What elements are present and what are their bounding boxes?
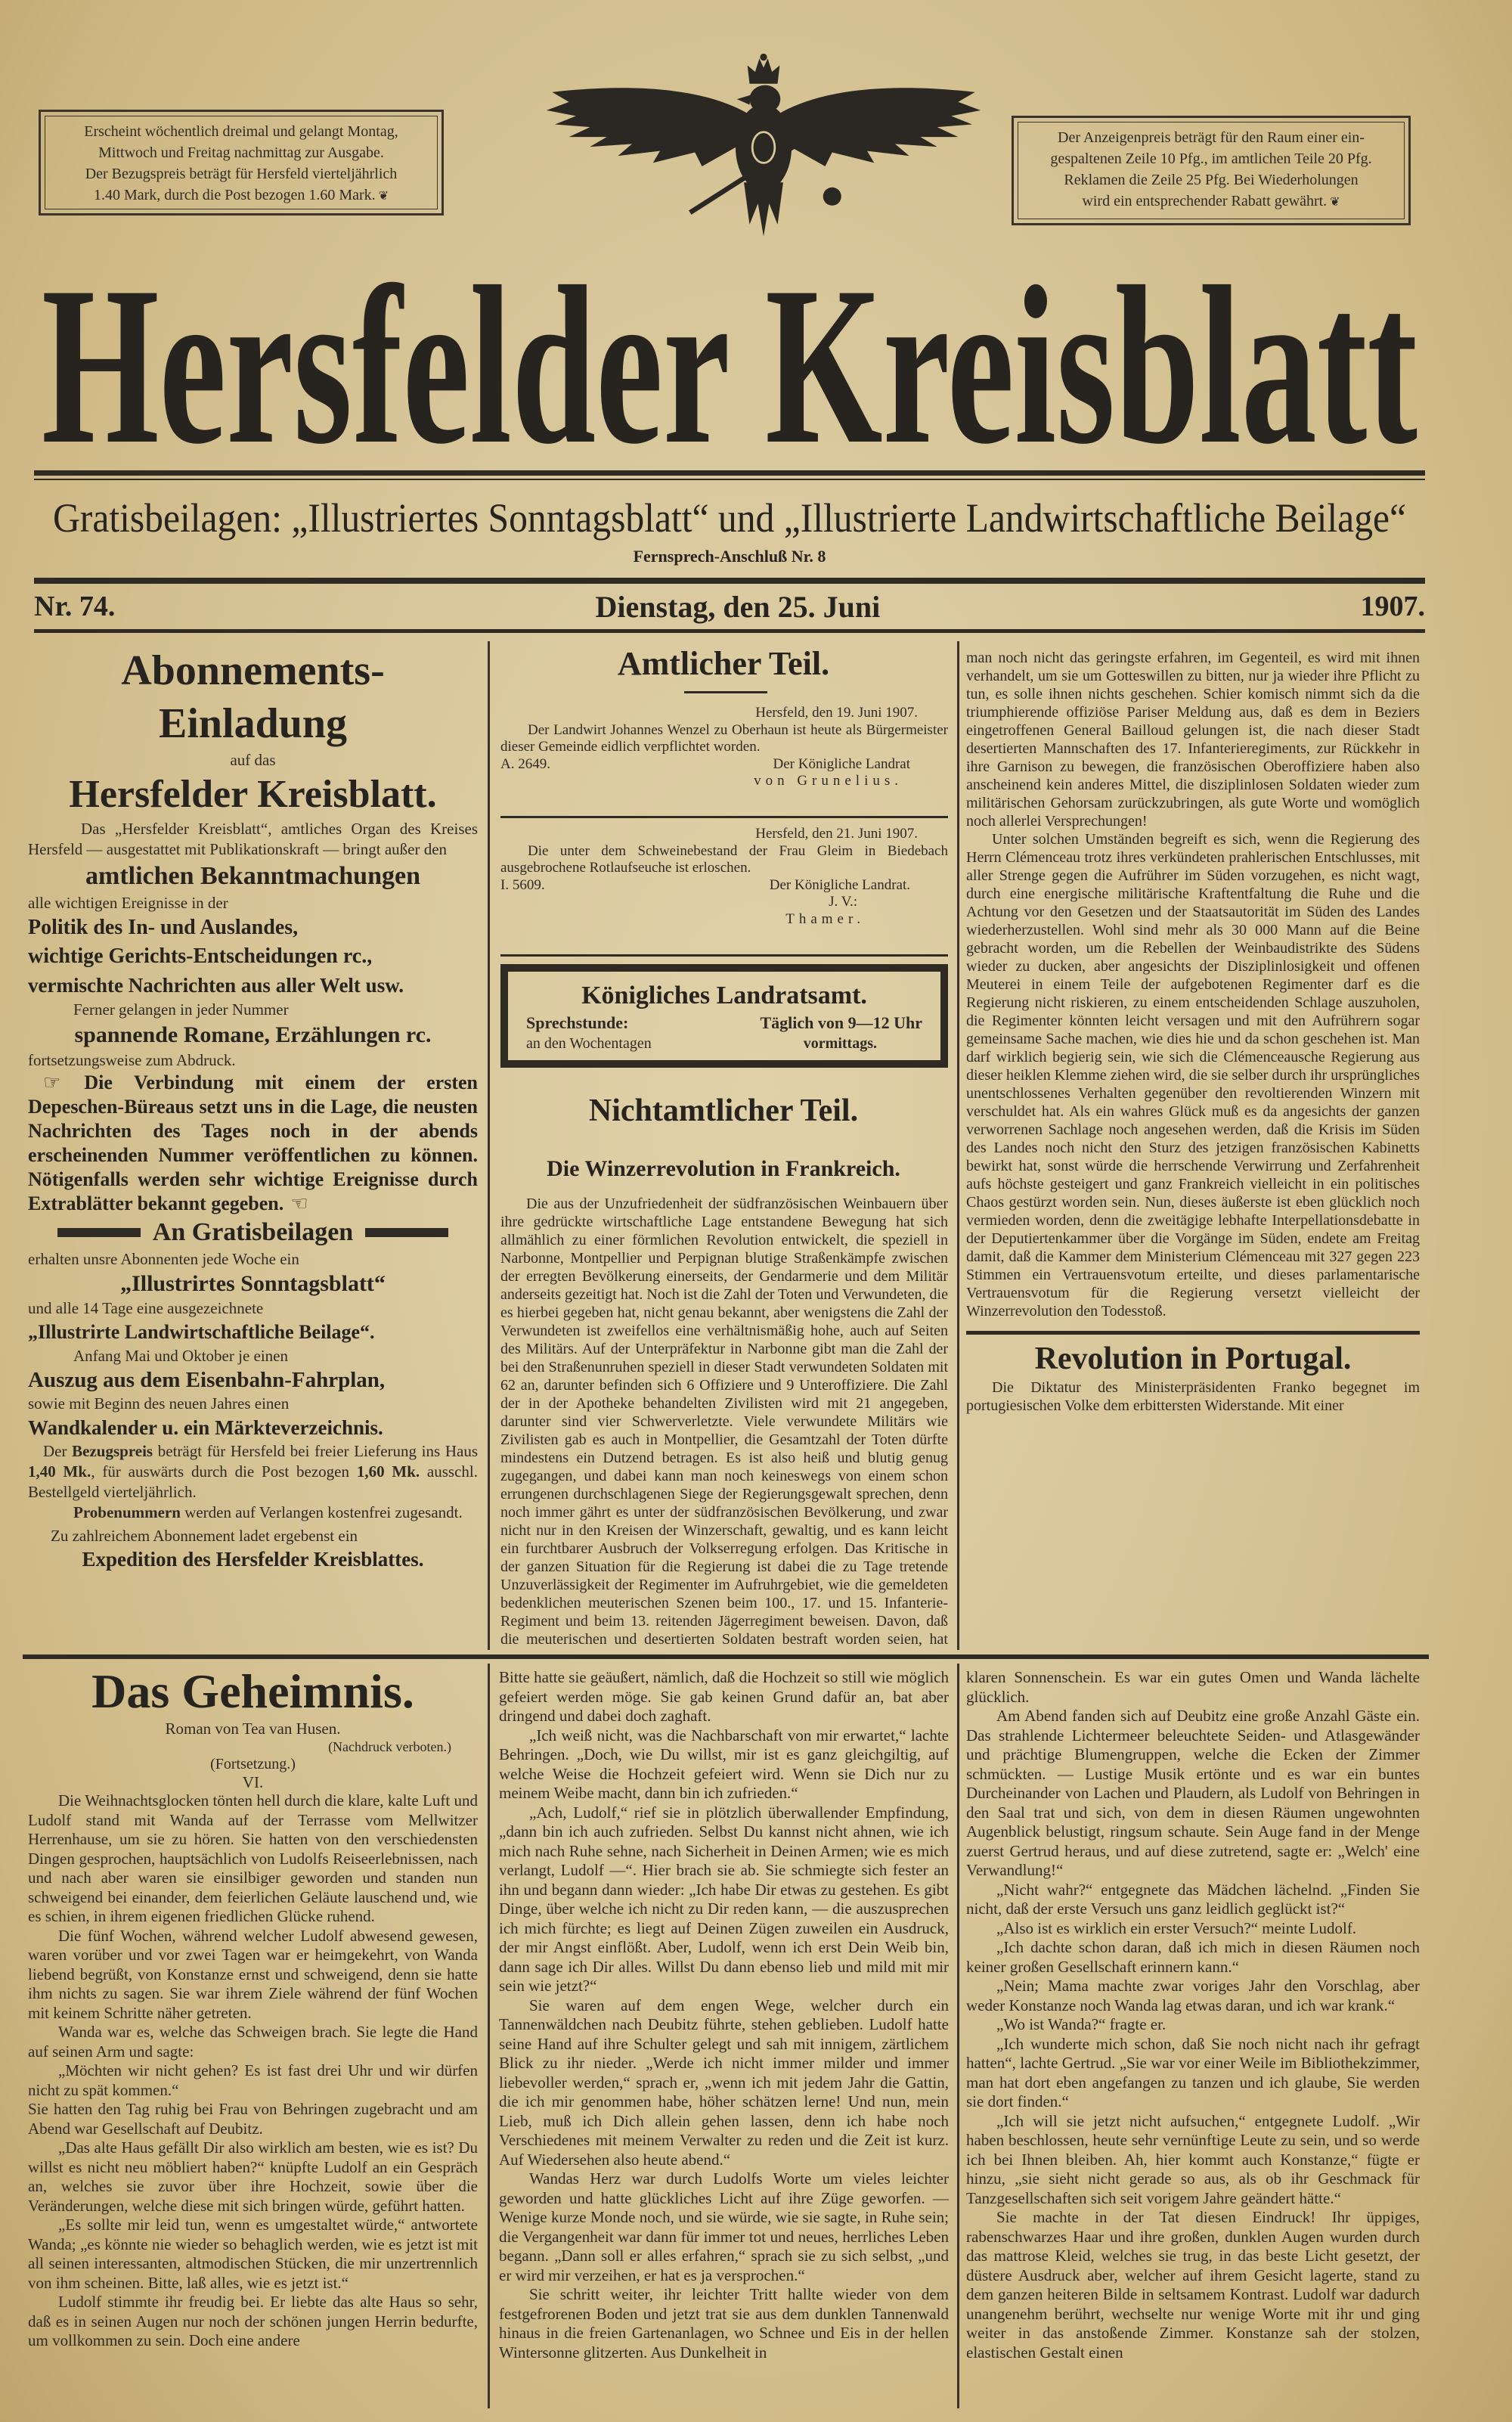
invitation-text: sowie mit Beginn des neuen Jahres einen bbox=[28, 1394, 290, 1413]
novel-paragraph: „Also ist es wirklich ein erster Versuch?“ meinte Ludolf. bbox=[996, 1918, 1357, 1937]
notice-signatory: von Grunelius. bbox=[754, 773, 903, 789]
office-hours: Täglich von 9—12 Uhr bbox=[760, 1013, 922, 1032]
novel-column bbox=[966, 1668, 1420, 2362]
text-part: beträgt für Hersfeld bei freier Lieferung ins Haus bbox=[153, 1442, 478, 1460]
office-title: Königliches Landratsamt. bbox=[581, 982, 867, 1009]
official-notice bbox=[500, 705, 948, 790]
novel-paragraph: „Ich wunderte mich schon, daß Sie noch nicht nach ihr gefragt hatten“, lachte Gertrud. „Sie war vor einer Weile im Bibliothekzimmer, man hat dort eben angefangen zu tanzen und ich glaube, Sie werden sie dort finden.“ bbox=[966, 2034, 1420, 2110]
office-days: an den Wochentagen bbox=[526, 1035, 652, 1052]
invitation-text: Ferner gelangen in jeder Nummer bbox=[73, 1000, 289, 1019]
telephone-line: Fernsprech-Anschluß Nr. 8 bbox=[633, 547, 826, 566]
invitation-text: fortsetzungsweise zum Abdruck. bbox=[28, 1051, 236, 1069]
district-office-hours-box bbox=[500, 964, 948, 1068]
novel-paragraph: Wandas Herz war durch Ludolfs Worte um vieles leichter geworden und hatte glückliches Licht auf ihre Züge geworfen. — Wenige kurze Monde noch, und sie würde, wie sie sagte, in Ruhe sein; die Vergangenheit war dann für immer tot und neues, herrliches Leben begann. „Dann soll er alles erfahren,“ sprach sie zu sich selbst, „und er wird mir verzeihen, er hat es ja versprochen.“ bbox=[499, 2169, 949, 2284]
ad-rate-line: Reklamen die Zeile 25 Pfg. Bei Wiederholungen bbox=[1064, 172, 1359, 188]
novel-paragraph: Am Abend fanden sich auf Deubitz eine große Anzahl Gäste ein. Das strahlende Lichtermeer beleuchtete Seiden- und Atlasgewänder und prächtige Blumengruppen, welche die Ecken der Zimmer schmückten. — Lustige Musik ertönte und es war ein buntes Durcheinander von Lachen und Plaudern, als Ludolf von Behringen in den Saal trat und sich, von dem in diesen Räumen ungewohnten Augenblick belustigt, ringsum schaute. Sein Auge fand in der Menge zuerst Gertrud heraus, und auf diese zutretend, sagte er: „Welch' eine Verwandlung!“ bbox=[966, 1707, 1420, 1879]
novel-paragraph: „Möchten wir nicht gehen? Es ist fast drei Uhr und wir dürfen nicht zu spät kommen.“ bbox=[28, 2061, 478, 2099]
column-divider bbox=[488, 641, 490, 1650]
divider bbox=[500, 954, 948, 957]
novel-paragraph: „Ich dachte schon daran, daß ich mich in diesen Räumen noch keiner großen Gesellschaft erinnern kann.“ bbox=[966, 1938, 1420, 1976]
text-part: ausschl. Bestellgeld vierteljährlich. bbox=[28, 1462, 479, 1501]
column-divider bbox=[957, 1664, 959, 2408]
news-service-notice bbox=[28, 1071, 478, 1216]
issue-bar bbox=[34, 588, 1425, 625]
novel-paragraph: „Nein; Mama machte zwar voriges Jahr den Vorschlag, aber weder Konstanze noch Wanda lag etwas daran, und ich war krank.“ bbox=[966, 1977, 1420, 2014]
notice-signatory-title: Der Königliche Landrat. bbox=[769, 876, 910, 893]
continuation-notice: (Fortsetzung.) bbox=[210, 1756, 296, 1772]
novel-paragraph: Die Weihnachtsglocken tönten hell durch die klare, kalte Luft und Ludolf stand mit Wanda auf der Terrasse vom Mellwitzer Herrenhause, um sie zu hören. Sie hatten von den verschiedensten Dingen gesprochen, hauptsächlich von Ludolfs Reiseerlebnissen, nach und nach aber waren sie einsilbiger geworden und standen nun schweigend bei einander, dem feierlichen Geläute lauschend und, wie es schien, in ihrem eigenen friedlichen Glücke ruhend. bbox=[28, 1791, 478, 1925]
eagle-crest-icon bbox=[522, 53, 1005, 242]
masthead-title-wrap bbox=[34, 243, 1425, 467]
novel-paragraph: klaren Sonnenschein. Es war ein gutes Omen und Wanda lächelte glücklich. bbox=[966, 1668, 1420, 1706]
article-title: Die Winzerrevolution in Frankreich. bbox=[547, 1156, 900, 1181]
subscription-line: Erscheint wöchentlich dreimal und gelangt Montag, bbox=[84, 123, 398, 140]
article-paragraph: Die aus der Unzufriedenheit der südfranzösischen Weinbauern über ihre gedrückte wirtschaftliche Lage entstandene Bewegung hat sich allmählich zu einer förmlichen Revolution entwickelt, die speziell in Narbonne, Montpellier und Perpignan blutige Straßenkämpfe zwischen der erregten Bevölkerung einerseits, der Gendarmerie und dem Militär anderseits gezeitigt hat. Noch ist die Zahl der Toten und Verwundeten, die es hierbei gegeben hat, nicht genau bekannt, aber wenigstens die Zahl der Verwundeten ist zweifellos eine verhältnismäßig hohe, auch auf Seiten des Militärs. Auf der Unterpräfektur in Narbonne gibt man die Zahl der bei den Straßenunruhen speziell in dieser Stadt verwundeten Soldaten mit 62 an, darunter befinden sich 6 Offiziere und 9 Unteroffiziere. Die Zahl der in der Apotheke behandelten Zivilisten wird mit 21 angegeben, darunter sind vier Schwerverletzte. Viele verwundete Militärs wie Zivilisten gab es auch in Montpellier, die Gesamtzahl der Toten dürfte mindestens ein Dutzend betragen. Es ist also heiß und blutig genug zugegangen, und dabei kann man noch keineswegs von einem schon errungenen durchschlagenen Siege der Regierungsgewalt sprechen, denn noch immer gährt es unter der südfranzösischen Bevölkerung, und zwar nicht nur in den Kreisen der Winzerschaft, gewaltig, und es kann leicht ein furchtbarer Ausbruch der Volkserregung erfolgen. Das Kritische in der ganzen Situation für die Regierung ist dabei die zu Tage tretende Unzuverlässigkeit der Regimenter im Aufruhrgebiet, wie die gemeldeten bedenklichen meuterischen Szenen beim 100., 17. und 15. Infanterie-Regiment und beim 13. reitenden Jägerregiment beweisen. Davon, daß die meuterischen und desertierten Soldaten bestraft worden seien, hat bbox=[500, 1195, 948, 1648]
subscription-invitation bbox=[28, 644, 478, 1572]
divider bbox=[34, 470, 1425, 476]
notice-reference: I. 5609. bbox=[500, 876, 545, 893]
text-part: Probenummern bbox=[73, 1503, 181, 1521]
divider bbox=[500, 816, 948, 818]
notice-text: Die unter dem Schweinebestand der Frau Gleim in Biedebach ausgebrochene Rotlaufseuche ist erloschen. bbox=[500, 842, 948, 876]
invitation-sub: auf das bbox=[230, 751, 276, 769]
novel-paragraph: „Ich weiß nicht, was die Nachbarschaft von mir erwartet,“ lachte Behringen. „Doch, wie Du willst, mir ist es ganz gleichgiltig, auf welche Weise die Hochzeit gefeiert wird. Wenn sie Dich nur zu meinem Weibe macht, dann bin ich zufrieden.“ bbox=[499, 1726, 949, 1802]
pointing-hand-icon: ☜ bbox=[284, 1192, 308, 1215]
invitation-highlight: spannende Romane, Erzählungen rc. bbox=[74, 1022, 432, 1047]
novel-paragraph: Wanda war es, welche das Schweigen brach. Sie legte die Hand auf seinen Arm und sagte: bbox=[28, 2023, 478, 2061]
article-paragraph: Die Diktatur des Ministerpräsidenten Franko begegnet im portugiesischen Volke dem erbittersten Widerstande. Mit einer bbox=[966, 1379, 1420, 1414]
novel-paragraph: „Nicht wahr?“ entgegnete das Mädchen lächelnd. „Finden Sie nicht, daß der erste Versuch uns ganz leidlich geglückt ist?“ bbox=[966, 1880, 1420, 1918]
novel-column bbox=[499, 1668, 949, 2362]
novel-title: Das Geheimnis. bbox=[91, 1664, 414, 1718]
invitation-intro: Das „Hersfelder Kreisblatt“, amtliches Organ des Kreises Hersfeld — ausgestattet mit Publikationskraft — bringt außer den bbox=[28, 820, 478, 858]
divider bbox=[966, 1331, 1420, 1335]
novel-paragraph: „Es sollte mir leid tun, wenn es umgestaltet würde,“ antwortete Wanda; „es könnte nie wieder so behaglich werden, wie es jetzt ist mit all seinen interessanten, altmodischen Stücken, die mir unzertrennlich von ihm scheinen. Bitte, laß alles, wie es jetzt ist.“ bbox=[28, 2216, 478, 2292]
text-part: 1,60 Mk. bbox=[356, 1462, 420, 1481]
article-paragraph-continued: man noch nicht das geringste erfahren, im Gegenteil, es wird mit ihnen verhandelt, um sie um Gotteswillen zu bitten, nur ja wieder ihre Pflicht zu tun, es solle ihnen nichts geschehen. Schier komisch nimmt sich da die triumphierende offiziöse Pariser Meldung aus, daß es dem in Beziers eingetroffenen General Bailloud gelungen ist, die nach dieser Stadt desertierten Mannschaften des 17. Infanterieregiments, zur Rückkehr in ihre Garnison zu bewegen, die französischen Oberoffiziere haben also anscheinend kein anderes Mittel, die disziplinlosen Soldaten wieder zum militärischen Gehorsam zurückzubringen, als gute Worte und womöglich noch allerlei Versprechungen! bbox=[966, 650, 1420, 830]
article-body bbox=[500, 1195, 948, 1648]
subscription-price-text bbox=[28, 1441, 478, 1503]
sample-copies-text bbox=[28, 1503, 478, 1523]
novel-paragraph: Sie hatten den Tag ruhig bei Frau von Behringen zugebracht und am Abend war Gesellschaft auf Deubitz. bbox=[28, 2100, 478, 2138]
invitation-paper-name: Hersfelder Kreisblatt. bbox=[69, 773, 437, 816]
subscription-info-box bbox=[39, 110, 444, 216]
publisher-signature: Expedition des Hersfelder Kreisblattes. bbox=[82, 1548, 424, 1571]
official-notice bbox=[500, 826, 948, 928]
invitation-highlight: wichtige Gerichts-Entscheidungen rc., bbox=[28, 944, 373, 968]
notice-dateline: Hersfeld, den 19. Juni 1907. bbox=[755, 705, 918, 721]
news-service-text: Die Verbindung mit einem der ersten Depeschen-Büreaus setzt uns in die Lage, die neusten Nachrichten des Tages noch in der abends erscheinenden Nummer veröffentlichen zu können. Nötigenfalls werden sehr wichtige Ereignisse durch Extrablätter bekannt gegeben. bbox=[28, 1071, 478, 1214]
column-divider bbox=[488, 1664, 490, 2408]
ad-rate-line: gespaltenen Zeile 10 Pfg., im amtlichen Teile 20 Pfg. bbox=[1050, 150, 1372, 167]
text-part: werden auf Verlangen kostenfrei zugesandt. bbox=[180, 1503, 463, 1521]
subscription-line: Der Bezugspreis beträgt für Hersfeld vierteljährlich bbox=[85, 166, 398, 182]
supplements-wrap bbox=[34, 496, 1425, 541]
invitation-text: Zu zahlreichem Abonnement ladet ergebenst ein bbox=[51, 1527, 358, 1545]
ad-rate-line: Der Anzeigenpreis beträgt für den Raum einer ein- bbox=[1058, 129, 1365, 146]
chapter-number: VI. bbox=[242, 1773, 264, 1791]
invitation-title: Abonnements-Einladung bbox=[121, 647, 385, 747]
notice-signatory-deputy: J. V.: bbox=[829, 894, 857, 910]
novel-byline: Roman von Tea van Husen. bbox=[165, 1720, 341, 1738]
notice-reference: A. 2649. bbox=[500, 755, 550, 772]
invitation-text: Anfang Mai und Oktober je einen bbox=[73, 1347, 289, 1365]
issue-year: 1907. bbox=[1360, 591, 1425, 622]
invitation-highlight: Wandkalender u. ein Märkteverzeichnis. bbox=[28, 1416, 383, 1439]
supplements-line: Gratisbeilagen: „Illustriertes Sonntagsblatt“ und „Illustrierte Landwirtschaftliche Beilage“ bbox=[53, 496, 1406, 541]
novel-paragraph: Sie machte in der Tat diesen Eindruck! Ihr üppiges, rabenschwarzes Haar und ihre großen, dunklen Augen wurden durch das mattrose Kleid, welches sie trug, in das beste Licht gesetzt, der düstere Ausdruck aber, welcher auf ihrem Gesicht lagerte, stand zu dem ganzen heiteren Bilde in seltsamem Kontrast. Ludolf war dadurch unangenehm berührt, wechselte nur wenige Worte mit ihr und ging weiter in das anstoßende Zimmer. Konstanze sah der stolzen, elastischen Gestalt einen bbox=[966, 2208, 1420, 2362]
pointing-hand-icon: ☞ bbox=[43, 1071, 85, 1094]
novel-paragraph: Ludolf stimmte ihr freudig bei. Er liebte das alte Haus so sehr, daß es in seinen Augen nur noch der schönen jungen Herrin bedurfte, um vollkommen zu sein. Doch eine andere bbox=[28, 2293, 478, 2349]
novel-column bbox=[28, 1664, 478, 2351]
article-title: Revolution in Portugal. bbox=[1034, 1341, 1352, 1376]
divider bbox=[34, 578, 1425, 584]
newspaper-title: Hersfelder Kreisblatt bbox=[42, 243, 1420, 467]
invitation-highlight: „Illustrirte Landwirtschaftliche Beilage“. bbox=[28, 1321, 375, 1343]
invitation-highlight: amtlichen Bekanntmachungen bbox=[85, 862, 420, 890]
divider bbox=[34, 629, 1425, 633]
notice-text: Der Landwirt Johannes Wenzel zu Oberhaun ist heute als Bürgermeister dieser Gemeinde eidlich verpflichtet worden. bbox=[500, 721, 948, 755]
text-part: Der bbox=[43, 1442, 73, 1460]
text-part: 1,40 Mk. bbox=[28, 1462, 91, 1481]
invitation-text: alle wichtigen Ereignisse in der bbox=[28, 894, 228, 912]
office-hours-label: Sprechstunde: bbox=[526, 1013, 629, 1032]
novel-paragraph: „Das alte Haus gefällt Dir also wirklich am besten, wie es ist? Du willst es nicht neu möbliert haben?“ knüpfte Ludolf an ein Gespräch an, welches sie zuvor über ihre Hochzeit, sowie über die Veränderungen, welche diese mit sich bringen würde, geführt hatten. bbox=[28, 2138, 478, 2215]
ad-rate-line: wird ein entsprechender Rabatt gewährt. ❦ bbox=[1026, 191, 1396, 213]
unofficial-section-heading: Nichtamtlicher Teil. bbox=[588, 1093, 859, 1128]
invitation-text: und alle 14 Tage eine ausgezeichnete bbox=[28, 1299, 264, 1317]
novel-paragraph: Sie waren auf dem engen Wege, welcher durch ein Tannenwäldchen nach Deubitz führte, stehen geblieben. Ludolf hatte seine Hand auf ihre Schulter gelegt und sah mit innigem, zärtlichem Blick zu ihr nieder. „Werde ich nicht immer milder und immer liebevoller werden,“ sprach er, „wenn ich mit jedem Jahr die Gattin, die ich mir genommen habe, höher schätzen lerne! Und nun, mein Lieb, muß ich Dich allein gehen lassen, denn ich habe noch Verschiedenes mit meinem Verwalter zu reden und die Zeit ist kurz. Auf Wiedersehen also heute abend.“ bbox=[499, 1996, 949, 2169]
decorative-bar bbox=[365, 1228, 448, 1237]
divider bbox=[34, 479, 1425, 480]
column-divider bbox=[957, 641, 959, 1650]
issue-number: Nr. 74. bbox=[34, 591, 116, 622]
novel-paragraph: „Wo ist Wanda?“ fragte er. bbox=[996, 2015, 1167, 2033]
office-time: vormittags. bbox=[803, 1035, 877, 1052]
official-section-heading: Amtlicher Teil. bbox=[617, 645, 830, 682]
invitation-highlight: vermischte Nachrichten aus aller Welt usw. bbox=[28, 974, 404, 997]
novel-paragraph: „Ich will sie jetzt nicht aufsuchen,“ entgegnete Ludolf. „Wir haben beschlossen, heute sehr vernünftige Leute zu sein, und so werde ich bei Ihnen bleiben. Ah, hier kommt auch Konstanze,“ fügte er hinzu, „sie sieht nicht gerade so aus, als ob ihr Geschmack für Tanzgesellschaften sich seit vorigem Jahre geändert hätte.“ bbox=[966, 2111, 1420, 2207]
issue-date: Dienstag, den 25. Juni bbox=[595, 589, 881, 624]
notice-signatory-title: Der Königliche Landrat bbox=[773, 755, 910, 772]
notice-dateline: Hersfeld, den 21. Juni 1907. bbox=[755, 826, 918, 842]
divider bbox=[23, 1654, 1429, 1659]
invitation-highlight: Politik des In- und Auslandes, bbox=[28, 916, 299, 939]
reprint-notice: (Nachdruck verboten.) bbox=[328, 1739, 451, 1754]
novel-paragraph: Die fünf Wochen, während welcher Ludolf abwesend gewesen, waren vorüber und vor zwei Tagen war er heimgekehrt, von Wanda liebend begrüßt, von Konstanze ernst und schweigend, denn sie hatte ihm nichts zu sagen. Sie war ihrem Ziele während der fünf Wochen mit keinem Schritte näher getreten. bbox=[28, 1926, 478, 2022]
invitation-highlight: Auszug aus dem Eisenbahn-Fahrplan, bbox=[28, 1368, 386, 1392]
supplements-heading bbox=[28, 1216, 478, 1249]
supplements-heading-text: An Gratisbeilagen bbox=[152, 1218, 354, 1246]
invitation-highlight: „Illustrirtes Sonntagsblatt“ bbox=[120, 1271, 386, 1296]
decorative-bar bbox=[57, 1228, 141, 1237]
subscription-line: Mittwoch und Freitag nachmittag zur Ausgabe. bbox=[98, 144, 384, 161]
subscription-line: 1.40 Mark, durch die Post bezogen 1.60 Mark. ❦ bbox=[53, 185, 429, 207]
text-part: Bezugspreis bbox=[72, 1442, 153, 1460]
article-paragraph: Unter solchen Umständen begreift es sich, wenn die Regierung des Herrn Clémenceau trotz ihres verkündeten prahlerischen Entschlusses, mit aller Strenge gegen die Aufrührer im Süden vorzugehen, es nicht wagt, durch eine energische militärische Kraftentfaltung die Ruhe und die Achtung vor den Gesetzen und der Staatsautorität im Süden des Landes wiederherzustellen. Wohl sind mehr als 30 000 Mann auf die Beine gebracht worden, um die Rebellen der Weinbaudistrikte des Südens wieder zu ducken, aber angesichts der Disziplinlosigkeit und offenen Meuterei in einem Teile der aufgebotenen Regimenter darf es die Regierung nicht riskieren, zu einem entscheidenden Schlage auszuholen, die Regimenter könnten leicht versagen und mit den Aufrührern sogar gemeinsame Sache machen, wie dies hie und da schon geschehen ist. Man darf wirklich begierig sein, wie sich die Clémenceausche Regierung aus dieser heiklen Klemme ziehen wird, die sie selber durch ihr ursprüngliches unentschlossenes Verhalten gegenüber den revoltierenden Winzern mit verschuldet hat. Als ein wahres Glück muß es da angesichts der ganzen verworrenen Sachlage noch angesehen werden, daß die Krisis im Süden des Landes noch nicht den Sturz des jetzigen französischen Kabinetts bewirkt hat, sonst würde die herrschende Verwirrung und Zerfahrenheit aufs höchste gesteigert und ganz Frankreich vielleicht in ein politisches Chaos gestürzt worden sein. Nun, dieses äußerste ist eben glücklich noch vermieden worden, denn die zweitägige lebhafte Interpellationsdebatte in der Deputiertenkammer über die Vorgänge im Süden, endete am Freitag damit, daß die Kammer dem Ministerium Clémenceau mit 327 gegen 223 Stimmen ein Vertrauensvotum erteilte, und dieses parlamentarische Vertrauensvotum für die Regierung versetzt vielleicht der Winzerrevolution den Todesstoß. bbox=[966, 831, 1420, 1320]
text-part: , für auswärts durch die Post bezogen bbox=[91, 1462, 357, 1481]
invitation-text: erhalten unsre Abonnenten jede Woche ein bbox=[28, 1250, 299, 1268]
article-body-continued bbox=[966, 649, 1420, 1415]
notice-signatory: Thamer. bbox=[785, 910, 865, 927]
divider bbox=[684, 691, 767, 693]
novel-paragraph: Bitte hatte sie geäußert, nämlich, daß die Hochzeit so still wie möglich gefeiert werden möge. Sie gab keinen Grund dafür an, bat aber dringend und dabei doch zaghaft. bbox=[499, 1668, 949, 1725]
novel-paragraph: Sie schritt weiter, ihr leichter Tritt hallte wieder von dem festgefrorenen Boden und jetzt trat sie aus dem dunklen Tannenwald hinaus in die freien Gartenanlagen, wo Schnee und Eis in der hellen Wintersonne glitzerten. Aus Dunkelheit in bbox=[499, 2285, 949, 2362]
advertising-rates-box bbox=[1012, 116, 1411, 225]
novel-paragraph: „Ach, Ludolf,“ rief sie in plötzlich überwallender Empfindung, „dann bin ich auch zufrieden. Selbst Du kannst nicht ahnen, wie ich mich nach Ruhe sehne, nach Sicherheit in Deinen Armen; wie es mich verlangt, Ludolf —“. Hier brach sie ab. Sie schmiegte sich fester an ihn und begann dann wieder: „Ich habe Dir etwas zu gestehen. Es gibt Dinge, über welche ich nicht zu Dir reden kann, — die auszusprechen ich mich fürchte; es liegt auf Deinen Zügen zuweilen ein Ausdruck, der mir Angst einflößt. Aber, Ludolf, wenn ich erst Dein Weib bin, dann sage ich Dir alles. Willst Du dann ebenso lieb und mild mit mir sein wie jetzt?“ bbox=[499, 1803, 949, 1995]
